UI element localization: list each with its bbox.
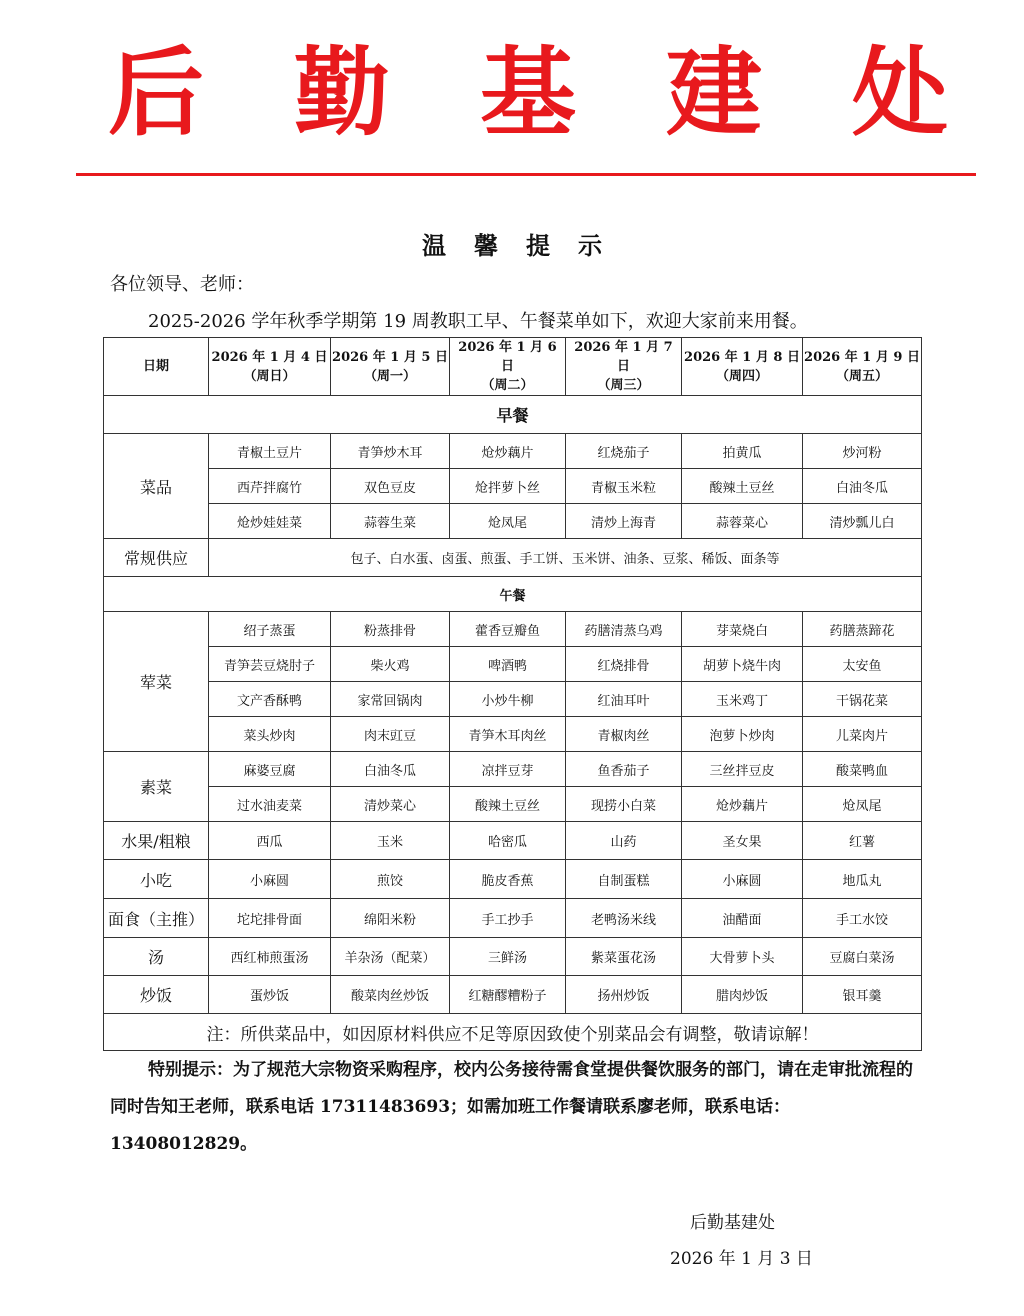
day-header [566,338,682,396]
day-weekday: （周五） [835,368,888,384]
dish-cell: 小麻圆 [209,860,331,899]
org-header-title [78,38,978,148]
dish-cell: 双色豆皮 [331,469,450,504]
day-date: 2026 年 1 月 9 日 [804,349,920,365]
lunch-section-label: 午餐 [104,577,922,612]
dish-cell: 胡萝卜烧牛肉 [682,647,803,682]
day-header [450,338,566,396]
org-title-char: 建 [666,36,762,149]
dish-cell: 白油冬瓜 [803,469,922,504]
dish-cell: 青椒肉丝 [566,717,682,752]
dish-cell: 炝拌萝卜丝 [450,469,566,504]
dish-cell: 豆腐白菜汤 [803,938,922,976]
dish-cell: 粉蒸排骨 [331,612,450,647]
dish-cell: 拍黄瓜 [682,434,803,469]
dish-cell: 麻婆豆腐 [209,752,331,787]
dish-cell: 青笋木耳肉丝 [450,717,566,752]
dish-cell: 炝炒娃娃菜 [209,504,331,539]
veg-dishes-label: 素菜 [104,752,209,822]
dish-cell: 玉米鸡丁 [682,682,803,717]
dish-cell: 干锅花菜 [803,682,922,717]
table-row [104,504,922,539]
org-title-char: 后 [108,36,204,149]
dish-cell: 酸菜肉丝炒饭 [331,976,450,1014]
day-date: 2026 年 1 月 5 日 [332,349,448,365]
dish-cell: 凉拌豆芽 [450,752,566,787]
day-header [209,338,331,396]
dish-cell: 肉末豇豆 [331,717,450,752]
dish-cell: 青笋炒木耳 [331,434,450,469]
dish-cell: 手工水饺 [803,899,922,938]
dish-cell: 三丝拌豆皮 [682,752,803,787]
greeting: 各位领导、老师： [110,274,254,295]
table-row [104,899,922,938]
dish-cell: 手工抄手 [450,899,566,938]
dish-cell: 青笋芸豆烧肘子 [209,647,331,682]
dish-cell: 炒河粉 [803,434,922,469]
dish-cell: 地瓜丸 [803,860,922,899]
special-notice-text: 特别提示：为了规范大宗物资采购程序，校内公务接待需食堂提供餐饮服务的部门，请在走审批流程的同时告知王老师，联系电话 17311483693；如需加班工作餐请联系廖老师，联系电话：13408012829。 [110,1060,913,1154]
dish-cell: 炝凤尾 [450,504,566,539]
day-date: 2026 年 1 月 6 日 [458,340,557,374]
dish-cell: 青椒土豆片 [209,434,331,469]
day-header [803,338,922,396]
menu-table [103,337,922,1051]
dish-cell: 柴火鸡 [331,647,450,682]
breakfast-dishes-label: 菜品 [104,434,209,539]
dish-cell: 煎饺 [331,860,450,899]
org-title-char: 处 [852,36,948,149]
dish-cell: 圣女果 [682,822,803,860]
dish-cell: 玉米 [331,822,450,860]
dish-cell: 老鸭汤米线 [566,899,682,938]
dish-cell: 炝凤尾 [803,787,922,822]
noodle-label: 面食（主推） [104,899,209,938]
dish-cell: 家常回锅肉 [331,682,450,717]
dish-cell: 药膳蒸蹄花 [803,612,922,647]
dish-cell: 油醋面 [682,899,803,938]
table-note: 注：所供菜品中，如因原材料供应不足等原因致使个别菜品会有调整，敬请谅解！ [104,1014,922,1051]
dish-cell: 小麻圆 [682,860,803,899]
dish-cell: 蛋炒饭 [209,976,331,1014]
table-row [104,469,922,504]
dish-cell: 坨坨排骨面 [209,899,331,938]
dish-cell: 炝炒藕片 [450,434,566,469]
dish-cell: 羊杂汤（配菜） [331,938,450,976]
dish-cell: 山药 [566,822,682,860]
dish-cell: 菜头炒肉 [209,717,331,752]
regular-supply-items: 包子、白水蛋、卤蛋、煎蛋、手工饼、玉米饼、油条、豆浆、稀饭、面条等 [209,539,922,577]
dish-cell: 酸辣土豆丝 [450,787,566,822]
dish-cell: 哈密瓜 [450,822,566,860]
dish-cell: 西瓜 [209,822,331,860]
signature-date: 2026 年 1 月 3 日 [670,1249,813,1269]
dish-cell: 小炒牛柳 [450,682,566,717]
table-row [104,938,922,976]
table-row [104,647,922,682]
snack-label: 小吃 [104,860,209,899]
dish-cell: 腊肉炒饭 [682,976,803,1014]
dish-cell: 蒜蓉菜心 [682,504,803,539]
dish-cell: 酸菜鸭血 [803,752,922,787]
dish-cell: 泡萝卜炒肉 [682,717,803,752]
dish-cell: 芽菜烧白 [682,612,803,647]
header-divider [76,173,976,176]
dish-cell: 清炒瓢儿白 [803,504,922,539]
table-row [104,682,922,717]
table-row [104,752,922,787]
dish-cell: 儿菜肉片 [803,717,922,752]
dish-cell: 药膳清蒸乌鸡 [566,612,682,647]
day-weekday: （周日） [243,368,296,384]
table-row [104,612,922,647]
day-weekday: （周四） [715,368,768,384]
notice-title: 温馨提示 [422,231,630,260]
dish-cell: 文产香酥鸭 [209,682,331,717]
day-header [331,338,450,396]
intro-text: 2025-2026 学年秋季学期第 19 周教职工早、午餐菜单如下，欢迎大家前来用餐。 [148,311,808,332]
table-note-row [104,1014,922,1051]
day-header [682,338,803,396]
table-row [104,717,922,752]
meat-dishes-label: 荤菜 [104,612,209,752]
dish-cell: 太安鱼 [803,647,922,682]
dish-cell: 酸辣土豆丝 [682,469,803,504]
table-row [104,860,922,899]
dish-cell: 紫菜蛋花汤 [566,938,682,976]
dish-cell: 银耳羹 [803,976,922,1014]
dish-cell: 啤酒鸭 [450,647,566,682]
dish-cell: 清炒菜心 [331,787,450,822]
dish-cell: 大骨萝卜头 [682,938,803,976]
dish-cell: 脆皮香蕉 [450,860,566,899]
dish-cell: 绵阳米粉 [331,899,450,938]
dish-cell: 青椒玉米粒 [566,469,682,504]
dish-cell: 西芹拌腐竹 [209,469,331,504]
dish-cell: 自制蛋糕 [566,860,682,899]
dish-cell: 三鲜汤 [450,938,566,976]
dish-cell: 现捞小白菜 [566,787,682,822]
special-notice [110,1052,916,1163]
day-date: 2026 年 1 月 4 日 [211,349,328,365]
soup-label: 汤 [104,938,209,976]
day-weekday: （周三） [597,378,650,393]
date-label: 日期 [104,338,209,396]
dish-cell: 过水油麦菜 [209,787,331,822]
dish-cell: 红糖醪糟粉子 [450,976,566,1014]
table-row [104,976,922,1014]
day-weekday: （周一） [363,368,416,384]
fruit-label: 水果/粗粮 [104,822,209,860]
org-title-char: 基 [480,36,576,149]
dish-cell: 红油耳叶 [566,682,682,717]
table-row [104,822,922,860]
dish-cell: 红薯 [803,822,922,860]
dish-cell: 炝炒藕片 [682,787,803,822]
regular-supply-label: 常规供应 [104,539,209,577]
table-row [104,787,922,822]
org-title-char: 勤 [294,36,390,149]
dish-cell: 红烧茄子 [566,434,682,469]
dish-cell: 清炒上海青 [566,504,682,539]
dish-cell: 蒜蓉生菜 [331,504,450,539]
breakfast-section-label: 早餐 [104,396,922,434]
day-date: 2026 年 1 月 7 日 [574,340,673,374]
dish-cell: 白油冬瓜 [331,752,450,787]
date-header-row [104,338,922,396]
dish-cell: 扬州炒饭 [566,976,682,1014]
signature-org: 后勤基建处 [690,1213,775,1233]
regular-supply-row [104,539,922,577]
lunch-section-row [104,577,922,612]
breakfast-section-row [104,396,922,434]
dish-cell: 红烧排骨 [566,647,682,682]
dish-cell: 西红柿煎蛋汤 [209,938,331,976]
day-weekday: （周二） [481,378,534,393]
dish-cell: 鱼香茄子 [566,752,682,787]
day-date: 2026 年 1 月 8 日 [684,349,800,365]
fried-rice-label: 炒饭 [104,976,209,1014]
dish-cell: 藿香豆瓣鱼 [450,612,566,647]
dish-cell: 绍子蒸蛋 [209,612,331,647]
table-row [104,434,922,469]
